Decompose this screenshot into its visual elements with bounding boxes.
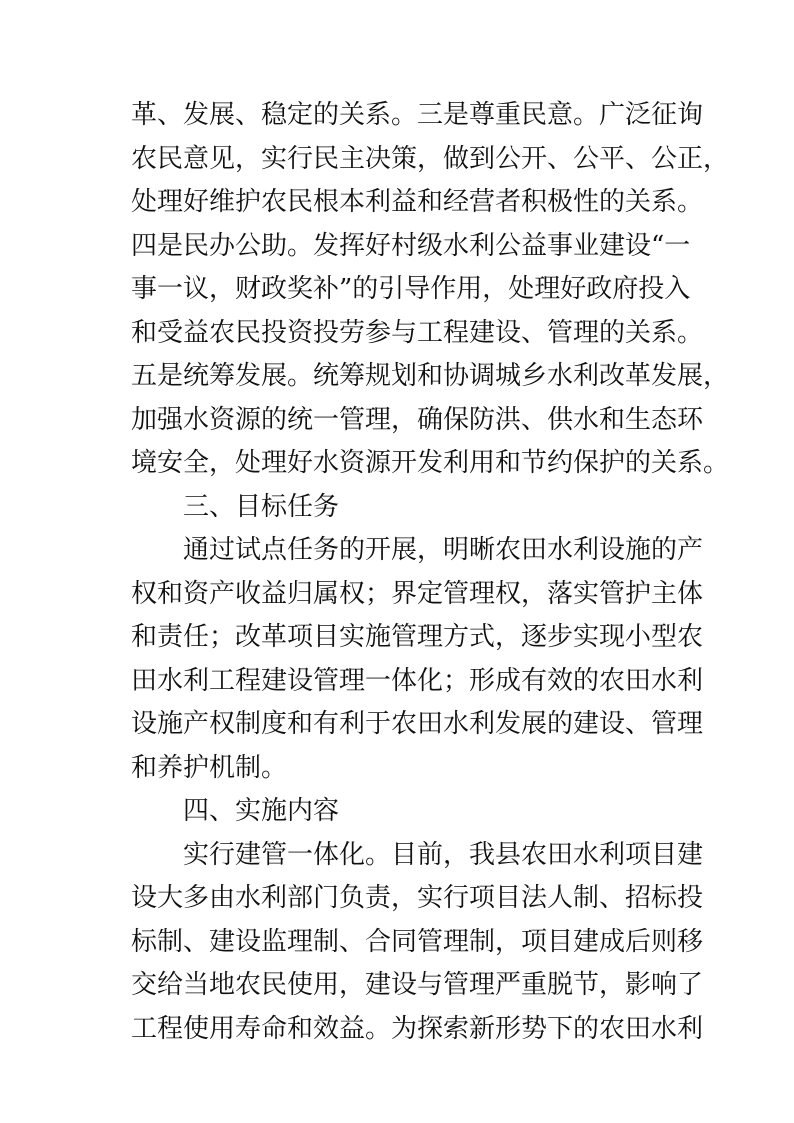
section-heading-content: 四、实施内容 [183, 796, 340, 826]
text-line: 境安全，处理好水资源开发利用和节约保护的关系。 [131, 448, 730, 478]
text-line: 四是民办公助。发挥好村级水利公益事业建设“一 [131, 230, 691, 261]
text-line: 和受益农民投资投劳参与工程建设、管理的关系。 [131, 317, 704, 348]
text-line: 事一议，财政奖补”的引导作用，处理好政府投入 [131, 274, 691, 304]
text-line: 权和资产收益归属权；界定管理权，落实管护主体 [131, 578, 704, 609]
text-line: 标制、建设监理制、合同管理制，项目建成后则移 [131, 926, 704, 957]
text-line: 田水利工程建设管理一体化；形成有效的农田水利 [131, 665, 704, 696]
text-line: 和责任；改革项目实施管理方式，逐步实现小型农 [131, 622, 704, 652]
text-line: 通过试点任务的开展，明晰农田水利设施的产 [183, 535, 704, 565]
text-line: 设施产权制度和有利于农田水利发展的建设、管理 [131, 709, 704, 739]
text-line: 加强水资源的统一管理，确保防洪、供水和生态环 [131, 404, 704, 435]
text-line: 革、发展、稳定的关系。三是尊重民意。广泛征询 [131, 100, 704, 130]
text-line: 实行建管一体化。目前，我县农田水利项目建 [183, 839, 704, 870]
text-line: 五是统筹发展。统筹规划和协调城乡水利改革发展， [131, 361, 730, 391]
text-line: 交给当地农民使用，建设与管理严重脱节，影响了 [131, 970, 704, 1000]
text-line: 设大多由水利部门负责，实行项目法人制、招标投 [131, 883, 704, 913]
section-heading-goals: 三、目标任务 [183, 491, 340, 522]
text-line: 和养护机制。 [131, 752, 288, 783]
document-body [131, 94, 730, 1051]
text-line: 处理好维护农民根本利益和经营者积极性的关系。 [131, 187, 704, 217]
text-line: 工程使用寿命和效益。为探索新形势下的农田水利 [131, 1013, 704, 1044]
text-line: 农民意见，实行民主决策，做到公开、公平、公正， [131, 143, 730, 174]
